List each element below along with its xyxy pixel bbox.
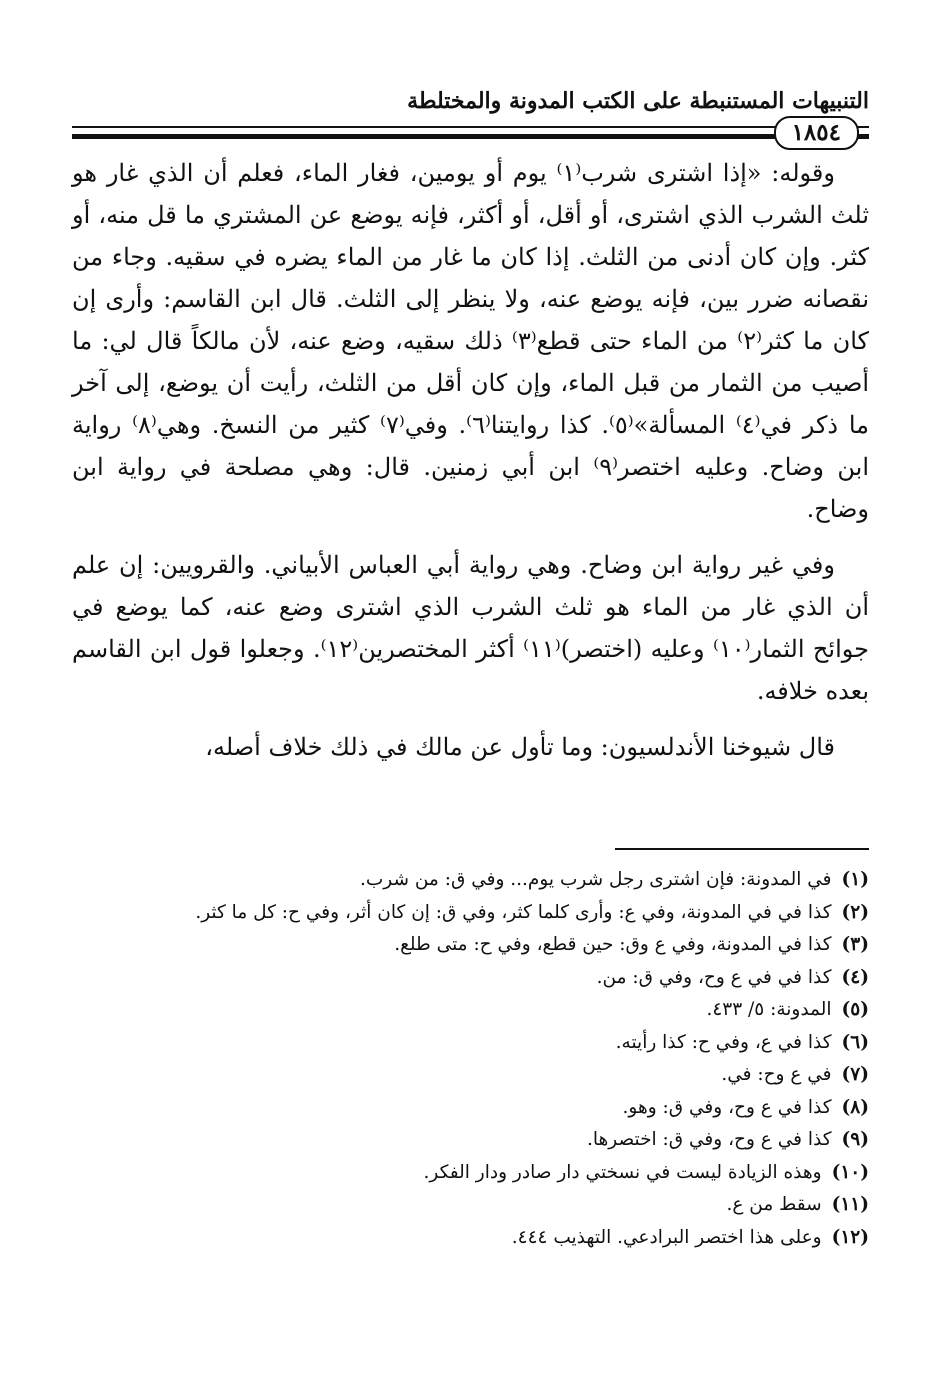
footnotes-list [72, 864, 869, 1254]
footnote [72, 1157, 869, 1190]
footnote [72, 864, 869, 897]
footnote-text: كذا في في ع وح، وفي ق: من. [596, 966, 832, 988]
footnote-text: كذا في في المدونة، وفي ع: وأرى كلما كثر، وفي ق: إن كان أثر، وفي ح: كل ما كثر. [195, 901, 832, 923]
footnote-number: (١) [841, 869, 869, 890]
footnote-text: في ع وح: في. [721, 1064, 832, 1085]
header-rule-thick [72, 134, 869, 139]
footnote-number: (١١) [831, 1194, 869, 1215]
footnote-text: وعلى هذا اختصر البرادعي. التهذيب ٤٤٤. [511, 1226, 822, 1248]
footnote [72, 1092, 869, 1125]
running-title: التنبيهات المستنبطة على الكتب المدونة والمختلطة [407, 88, 869, 114]
footnote-number: (١٠) [831, 1161, 869, 1183]
footnote [72, 929, 869, 962]
footnote-number: (٧) [841, 1064, 869, 1085]
page-number: ١٨٥٤ [774, 116, 859, 150]
footnote-text: المدونة: ٥/ ٤٣٣. [706, 999, 832, 1020]
footnote-number: (٣) [841, 934, 869, 955]
footnote-text: في المدونة: فإن اشترى رجل شرب يوم... وفي ق: من شرب. [359, 869, 832, 890]
footnote-text: كذا في ع وح، وفي ق: وهو. [622, 1096, 832, 1118]
footnote-number: (١٢) [831, 1226, 869, 1248]
footnote [72, 962, 869, 995]
paragraph: قال شيوخنا الأندلسيون: وما تأول عن مالك في ذلك خلاف أصله، [205, 733, 835, 761]
footnote-number: (٦) [841, 1031, 869, 1053]
footnote [72, 1222, 869, 1255]
header-rule-thin [72, 126, 869, 128]
footnote [72, 897, 869, 930]
paragraph: وقوله: «إذا اشترى شرب⁽١⁾ يوم أو يومين، فغار الماء، فعلم أن الذي غار هو ثلث الشرب الذي اشترى، أو أقل، أو أكثر، فإنه يوضع عن المشتري ما قل منه، أو كثر. وإن كان أدنى من الثلث. إذا كان ما غار من الماء يضره في سقيه. وجاء من نقصانه ضرر بين، فإنه يوضع عنه، ولا ينظر إلى الثلث. قال ابن القاسم: وأرى إن كان ما كثر⁽٢⁾ من الماء حتى قطع⁽٣⁾ ذلك سقيه، وضع عنه، لأن مالكاً قال لي: ما أصيب من الثمار من قبل الماء، وإن كان أقل من الثلث، رأيت أن يوضع، إلى آخر ما ذكر في⁽٤⁾ المسألة»⁽٥⁾. كذا روايتنا⁽٦⁾. وفي⁽٧⁾ كثير من النسخ. وهي⁽٨⁾ رواية ابن وضاح. وعليه اختصر⁽٩⁾ ابن أبي زمنين. قال: وهي مصلحة في رواية ابن وضاح. [72, 159, 870, 523]
footnote [72, 1189, 869, 1222]
footnote [72, 1027, 869, 1060]
footnote-number: (٢) [841, 901, 869, 923]
footnote [72, 1059, 869, 1092]
footnote-text: كذا في المدونة، وفي ع وق: حين قطع، وفي ح: متى طلع. [394, 934, 832, 955]
footnote [72, 1124, 869, 1157]
footnote-number: (٤) [841, 966, 869, 988]
footnote-text: كذا في ع، وفي ح: كذا رأيته. [615, 1031, 832, 1053]
main-text [72, 152, 869, 768]
footnote-number: (٩) [841, 1129, 869, 1150]
paragraph: وفي غير رواية ابن وضاح. وهي رواية أبي العباس الأبياني. والقرويين: إن علم أن الذي غار من الماء هو ثلث الشرب الذي اشترى وضع عنه، كما يوضع في جوائح الثمار⁽١٠⁾ وعليه (اختصر)⁽١١⁾ أكثر المختصرين⁽١٢⁾. وجعلوا قول ابن القاسم بعده خلافه. [72, 551, 869, 705]
footnote-text: وهذه الزيادة ليست في نسختي دار صادر ودار الفكر. [423, 1161, 822, 1183]
header-rule [72, 119, 869, 148]
footnote-number: (٥) [841, 999, 869, 1020]
footnote-separator [615, 848, 869, 850]
footnote-text: سقط من ع. [726, 1194, 822, 1215]
footnote-number: (٨) [841, 1096, 869, 1118]
footnote [72, 994, 869, 1027]
footnote-text: كذا في ع وح، وفي ق: اختصرها. [586, 1129, 832, 1150]
